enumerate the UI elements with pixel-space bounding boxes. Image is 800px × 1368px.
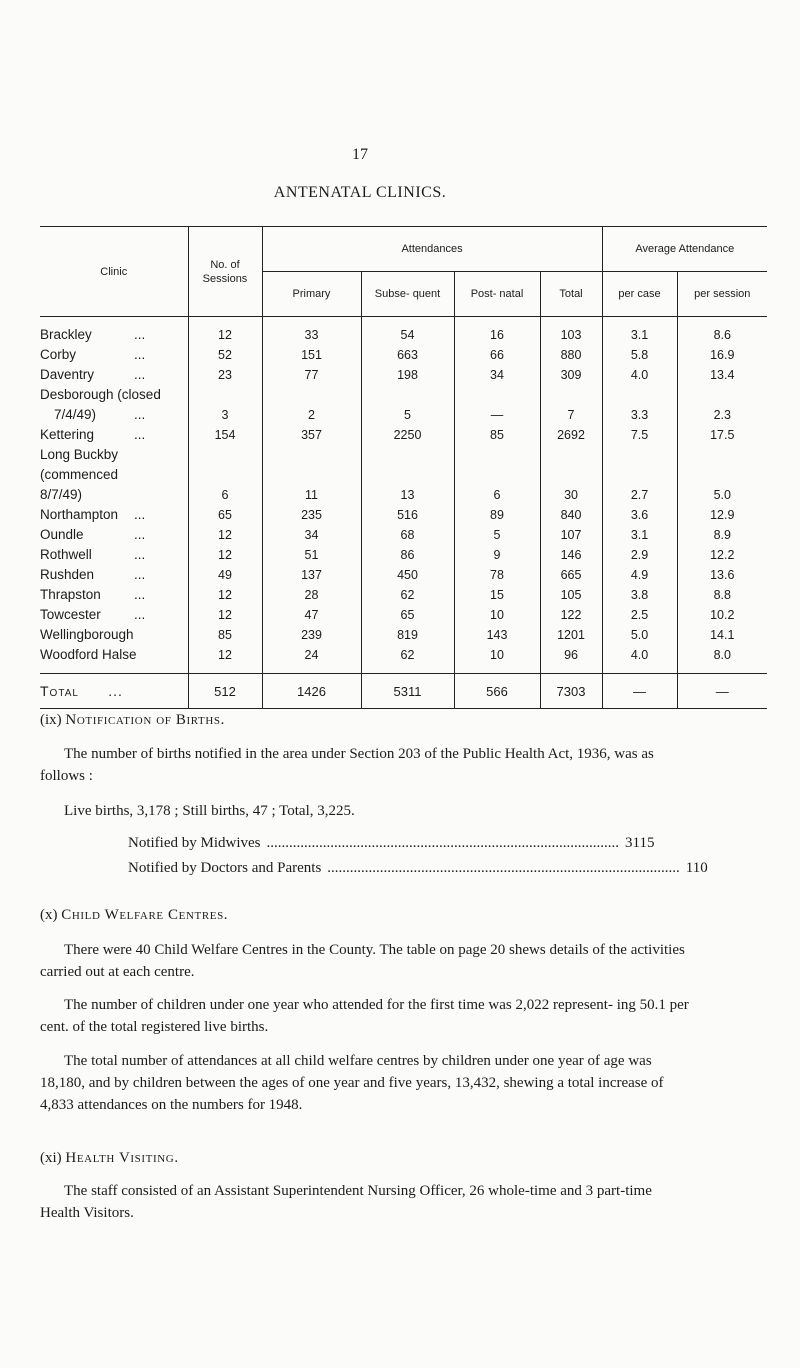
cell-primary: 2 bbox=[262, 405, 361, 425]
total-dots: ... bbox=[108, 683, 123, 699]
table-row bbox=[40, 365, 767, 385]
clinic-name-cell bbox=[40, 365, 188, 385]
clinic-name-dots: ... bbox=[134, 527, 146, 542]
cell-subsequent: 62 bbox=[361, 585, 454, 605]
cell-subsequent: 663 bbox=[361, 345, 454, 365]
clinic-name-cell bbox=[40, 445, 188, 465]
spacer-cell bbox=[40, 665, 188, 674]
clinic-name: Brackley bbox=[40, 327, 92, 342]
spacer-cell bbox=[188, 665, 262, 674]
cell-sessions: 12 bbox=[188, 317, 262, 346]
cell-total: 1201 bbox=[540, 625, 602, 645]
births-totals-text: Live births, 3,178 ; Still births, 47 ; Total, 3,225. bbox=[64, 803, 355, 819]
clinic-name-cell bbox=[40, 585, 188, 605]
cell-sessions bbox=[188, 445, 262, 465]
clinic-name-dots: ... bbox=[134, 407, 146, 422]
cell-per-session: 2.3 bbox=[677, 405, 767, 425]
doctors-row bbox=[128, 860, 708, 877]
total-row bbox=[40, 674, 767, 709]
cell-subsequent: 65 bbox=[361, 605, 454, 625]
clinic-name-cell bbox=[40, 545, 188, 565]
cell-sessions: 6 bbox=[188, 485, 262, 505]
cell-total: 146 bbox=[540, 545, 602, 565]
clinic-name-cell bbox=[40, 345, 188, 365]
header-average-attendance: Average Attendance bbox=[602, 227, 767, 272]
spacer-cell bbox=[677, 665, 767, 674]
cell-sessions bbox=[188, 465, 262, 485]
clinic-name: Rothwell bbox=[40, 547, 92, 562]
midwives-leader: .............................................................................................. bbox=[266, 835, 619, 851]
table-row bbox=[40, 565, 767, 585]
cell-total: 2692 bbox=[540, 425, 602, 445]
cell-subsequent bbox=[361, 385, 454, 405]
cell-per-case: 3.1 bbox=[602, 317, 677, 346]
table-row bbox=[40, 605, 767, 625]
clinic-name-cell bbox=[40, 465, 188, 485]
clinic-name: Long Buckby bbox=[40, 447, 119, 462]
total-primary: 1426 bbox=[262, 674, 361, 709]
table-row bbox=[40, 585, 767, 605]
clinic-name-dots: ... bbox=[134, 607, 146, 622]
cell-subsequent: 450 bbox=[361, 565, 454, 585]
cell-per-case: 2.5 bbox=[602, 605, 677, 625]
visiting-text: The staff consisted of an Assistant Superintendent Nursing Officer, 26 whole-time and 3 part-time Health Visitors. bbox=[40, 1183, 652, 1221]
cell-per-session: 17.5 bbox=[677, 425, 767, 445]
welfare-heading bbox=[40, 904, 690, 926]
header-postnatal: Post- natal bbox=[454, 272, 540, 317]
cell-per-session: 8.6 bbox=[677, 317, 767, 346]
cell-per-case: 3.6 bbox=[602, 505, 677, 525]
births-heading-text: Notification of Births. bbox=[65, 712, 225, 728]
clinic-name-cell bbox=[40, 625, 188, 645]
cell-postnatal: 66 bbox=[454, 345, 540, 365]
cell-primary: 34 bbox=[262, 525, 361, 545]
cell-subsequent: 2250 bbox=[361, 425, 454, 445]
cell-total bbox=[540, 385, 602, 405]
doctors-value: 110 bbox=[685, 860, 708, 876]
cell-per-case bbox=[602, 385, 677, 405]
cell-per-session: 10.2 bbox=[677, 605, 767, 625]
cell-per-session: 13.6 bbox=[677, 565, 767, 585]
header-primary: Primary bbox=[262, 272, 361, 317]
cell-postnatal: 89 bbox=[454, 505, 540, 525]
cell-sessions: 12 bbox=[188, 605, 262, 625]
antenatal-clinics-table bbox=[40, 226, 767, 709]
total-subsequent: 5311 bbox=[361, 674, 454, 709]
clinic-name-cell bbox=[40, 317, 188, 346]
table-row bbox=[40, 525, 767, 545]
table-row bbox=[40, 385, 767, 405]
clinic-name-dots: ... bbox=[134, 567, 146, 582]
cell-subsequent bbox=[361, 465, 454, 485]
midwives-value: 3115 bbox=[625, 835, 655, 851]
cell-subsequent: 198 bbox=[361, 365, 454, 385]
cell-total: 7 bbox=[540, 405, 602, 425]
cell-per-session: 13.4 bbox=[677, 365, 767, 385]
cell-postnatal: 15 bbox=[454, 585, 540, 605]
total-sessions: 512 bbox=[188, 674, 262, 709]
births-totals-line bbox=[40, 800, 690, 822]
clinic-name-dots: ... bbox=[134, 427, 146, 442]
total-postnatal: 566 bbox=[454, 674, 540, 709]
cell-per-case: 5.8 bbox=[602, 345, 677, 365]
cell-sessions: 3 bbox=[188, 405, 262, 425]
clinic-name-cell bbox=[40, 485, 188, 505]
cell-per-session: 16.9 bbox=[677, 345, 767, 365]
visiting-heading-number: (xi) bbox=[40, 1150, 62, 1166]
table-row bbox=[40, 345, 767, 365]
cell-per-session: 12.2 bbox=[677, 545, 767, 565]
cell-primary: 47 bbox=[262, 605, 361, 625]
header-subsequent: Subse- quent bbox=[361, 272, 454, 317]
cell-per-case: 2.9 bbox=[602, 545, 677, 565]
clinic-name: Wellingborough bbox=[40, 627, 134, 642]
cell-postnatal: 10 bbox=[454, 645, 540, 665]
clinic-name: Northampton bbox=[40, 507, 119, 522]
cell-postnatal bbox=[454, 465, 540, 485]
cell-sessions: 52 bbox=[188, 345, 262, 365]
cell-total: 122 bbox=[540, 605, 602, 625]
table-row bbox=[40, 625, 767, 645]
cell-postnatal: 10 bbox=[454, 605, 540, 625]
cell-per-session: 8.8 bbox=[677, 585, 767, 605]
table-row bbox=[40, 405, 767, 425]
cell-total: 96 bbox=[540, 645, 602, 665]
cell-subsequent bbox=[361, 445, 454, 465]
welfare-text-3: The total number of attendances at all child welfare centres by children under one year of age was 18,180, and by children between the ages of one year and five years, 13,432, shewing a total increase of 4,833 attendances on the numbers for 1948. bbox=[40, 1053, 664, 1113]
cell-subsequent: 516 bbox=[361, 505, 454, 525]
cell-postnatal: 143 bbox=[454, 625, 540, 645]
total-per-case: — bbox=[602, 674, 677, 709]
midwives-row bbox=[128, 835, 655, 852]
cell-postnatal: 6 bbox=[454, 485, 540, 505]
cell-subsequent: 62 bbox=[361, 645, 454, 665]
clinic-name: Rushden bbox=[40, 567, 95, 582]
cell-primary: 24 bbox=[262, 645, 361, 665]
clinic-name-cell bbox=[40, 605, 188, 625]
cell-total: 105 bbox=[540, 585, 602, 605]
welfare-paragraph-2 bbox=[40, 994, 690, 1038]
cell-postnatal bbox=[454, 445, 540, 465]
page-title: ANTENATAL CLINICS. bbox=[273, 184, 447, 201]
cell-sessions: 12 bbox=[188, 585, 262, 605]
header-attendances: Attendances bbox=[262, 227, 602, 272]
cell-postnatal: 9 bbox=[454, 545, 540, 565]
cell-primary: 137 bbox=[262, 565, 361, 585]
births-heading-number: (ix) bbox=[40, 712, 62, 728]
cell-postnatal: 16 bbox=[454, 317, 540, 346]
table-spacer-row bbox=[40, 665, 767, 674]
cell-postnatal: 78 bbox=[454, 565, 540, 585]
spacer-cell bbox=[602, 665, 677, 674]
clinic-name-cell bbox=[40, 505, 188, 525]
cell-postnatal: 5 bbox=[454, 525, 540, 545]
cell-sessions: 154 bbox=[188, 425, 262, 445]
cell-subsequent: 819 bbox=[361, 625, 454, 645]
cell-sessions bbox=[188, 385, 262, 405]
table-row bbox=[40, 425, 767, 445]
clinic-name: Kettering bbox=[40, 427, 95, 442]
clinic-name-dots: ... bbox=[134, 507, 146, 522]
header-per-case: per case bbox=[602, 272, 677, 317]
spacer-cell bbox=[540, 665, 602, 674]
cell-per-case bbox=[602, 445, 677, 465]
cell-per-case: 3.1 bbox=[602, 525, 677, 545]
clinic-name-cell bbox=[40, 385, 188, 405]
midwives-label: Notified by Midwives bbox=[128, 835, 261, 851]
total-label-text: Total bbox=[40, 683, 79, 699]
clinic-name-cell bbox=[40, 405, 188, 425]
clinic-name-cell bbox=[40, 565, 188, 585]
cell-sessions: 12 bbox=[188, 645, 262, 665]
cell-subsequent: 86 bbox=[361, 545, 454, 565]
cell-per-case: 7.5 bbox=[602, 425, 677, 445]
clinic-name: Daventry bbox=[40, 367, 95, 382]
cell-primary: 235 bbox=[262, 505, 361, 525]
cell-subsequent: 68 bbox=[361, 525, 454, 545]
cell-sessions: 49 bbox=[188, 565, 262, 585]
clinic-name-dots: ... bbox=[134, 587, 146, 602]
cell-total: 840 bbox=[540, 505, 602, 525]
spacer-cell bbox=[454, 665, 540, 674]
table-row bbox=[40, 505, 767, 525]
cell-primary: 77 bbox=[262, 365, 361, 385]
cell-postnatal: 85 bbox=[454, 425, 540, 445]
cell-total: 880 bbox=[540, 345, 602, 365]
table-row bbox=[40, 545, 767, 565]
cell-per-case: 5.0 bbox=[602, 625, 677, 645]
antenatal-clinics-table-wrap bbox=[40, 226, 751, 709]
welfare-paragraph-3 bbox=[40, 1050, 690, 1116]
cell-total bbox=[540, 445, 602, 465]
cell-total: 103 bbox=[540, 317, 602, 346]
cell-per-session: 12.9 bbox=[677, 505, 767, 525]
table-row bbox=[40, 317, 767, 346]
clinic-name-cell bbox=[40, 525, 188, 545]
cell-per-session: 5.0 bbox=[677, 485, 767, 505]
clinic-rows bbox=[40, 317, 767, 674]
cell-per-session bbox=[677, 465, 767, 485]
cell-per-case: 3.8 bbox=[602, 585, 677, 605]
clinic-name: Oundle bbox=[40, 527, 84, 542]
cell-primary bbox=[262, 445, 361, 465]
spacer-cell bbox=[262, 665, 361, 674]
cell-per-case: 4.0 bbox=[602, 365, 677, 385]
cell-per-session bbox=[677, 445, 767, 465]
total-label bbox=[40, 674, 188, 709]
clinic-name-dots: ... bbox=[134, 547, 146, 562]
cell-primary: 357 bbox=[262, 425, 361, 445]
cell-total: 309 bbox=[540, 365, 602, 385]
table-row bbox=[40, 645, 767, 665]
cell-total: 30 bbox=[540, 485, 602, 505]
cell-subsequent: 13 bbox=[361, 485, 454, 505]
clinic-name-dots: ... bbox=[134, 327, 146, 342]
cell-postnatal: 34 bbox=[454, 365, 540, 385]
visiting-paragraph bbox=[40, 1180, 690, 1224]
cell-primary: 28 bbox=[262, 585, 361, 605]
cell-per-case: 4.0 bbox=[602, 645, 677, 665]
cell-per-session bbox=[677, 385, 767, 405]
cell-sessions: 85 bbox=[188, 625, 262, 645]
table-row bbox=[40, 485, 767, 505]
cell-primary: 151 bbox=[262, 345, 361, 365]
cell-per-session: 8.0 bbox=[677, 645, 767, 665]
clinic-name: Thrapston bbox=[40, 587, 101, 602]
cell-total: 107 bbox=[540, 525, 602, 545]
clinic-name: 8/7/49) bbox=[40, 487, 83, 502]
doctors-label: Notified by Doctors and Parents bbox=[128, 860, 322, 876]
spacer-cell bbox=[361, 665, 454, 674]
clinic-name-cell bbox=[40, 425, 188, 445]
clinic-name: (commenced bbox=[40, 467, 119, 482]
clinic-name: 7/4/49) bbox=[54, 407, 97, 422]
doctors-leader: .............................................................................................. bbox=[327, 860, 680, 876]
total-total: 7303 bbox=[540, 674, 602, 709]
births-paragraph bbox=[40, 743, 690, 787]
cell-per-case: 4.9 bbox=[602, 565, 677, 585]
visiting-heading-text: Health Visiting. bbox=[65, 1150, 179, 1166]
clinic-name-cell bbox=[40, 645, 188, 665]
header-per-session: per session bbox=[677, 272, 767, 317]
cell-primary: 51 bbox=[262, 545, 361, 565]
cell-per-session: 8.9 bbox=[677, 525, 767, 545]
welfare-text-1: There were 40 Child Welfare Centres in the County. The table on page 20 shews details of the activities carried out at each centre. bbox=[40, 942, 685, 980]
page-number: 17 bbox=[352, 146, 368, 163]
cell-sessions: 65 bbox=[188, 505, 262, 525]
cell-per-case bbox=[602, 465, 677, 485]
cell-postnatal: — bbox=[454, 405, 540, 425]
clinic-name-dots: ... bbox=[134, 367, 146, 382]
cell-primary: 33 bbox=[262, 317, 361, 346]
cell-total: 665 bbox=[540, 565, 602, 585]
clinic-name: Corby bbox=[40, 347, 77, 362]
header-total: Total bbox=[540, 272, 602, 317]
cell-sessions: 23 bbox=[188, 365, 262, 385]
cell-sessions: 12 bbox=[188, 545, 262, 565]
cell-per-session: 14.1 bbox=[677, 625, 767, 645]
table-row bbox=[40, 465, 767, 485]
welfare-text-2: The number of children under one year who attended for the first time was 2,022 represent- ing 50.1 per cent. of the total registered live births. bbox=[40, 997, 689, 1035]
header-sessions: No. of Sessions bbox=[188, 227, 262, 317]
cell-total bbox=[540, 465, 602, 485]
cell-primary bbox=[262, 465, 361, 485]
cell-primary bbox=[262, 385, 361, 405]
clinic-name-dots: ... bbox=[134, 347, 146, 362]
cell-primary: 11 bbox=[262, 485, 361, 505]
cell-per-case: 2.7 bbox=[602, 485, 677, 505]
visiting-heading bbox=[40, 1147, 690, 1169]
welfare-heading-text: Child Welfare Centres. bbox=[61, 907, 229, 923]
clinic-name: Towcester bbox=[40, 607, 101, 622]
births-text: The number of births notified in the area under Section 203 of the Public Health Act, 1936, was as follows : bbox=[40, 746, 654, 784]
cell-sessions: 12 bbox=[188, 525, 262, 545]
clinic-name: Woodford Halse bbox=[40, 647, 137, 662]
cell-primary: 239 bbox=[262, 625, 361, 645]
total-per-session: — bbox=[677, 674, 767, 709]
cell-postnatal bbox=[454, 385, 540, 405]
cell-per-case: 3.3 bbox=[602, 405, 677, 425]
table-row bbox=[40, 445, 767, 465]
welfare-heading-number: (x) bbox=[40, 907, 58, 923]
clinic-name: Desborough (closed bbox=[40, 387, 161, 402]
cell-subsequent: 54 bbox=[361, 317, 454, 346]
header-clinic: Clinic bbox=[40, 227, 188, 317]
cell-subsequent: 5 bbox=[361, 405, 454, 425]
births-heading bbox=[40, 709, 690, 731]
welfare-paragraph-1 bbox=[40, 939, 690, 983]
